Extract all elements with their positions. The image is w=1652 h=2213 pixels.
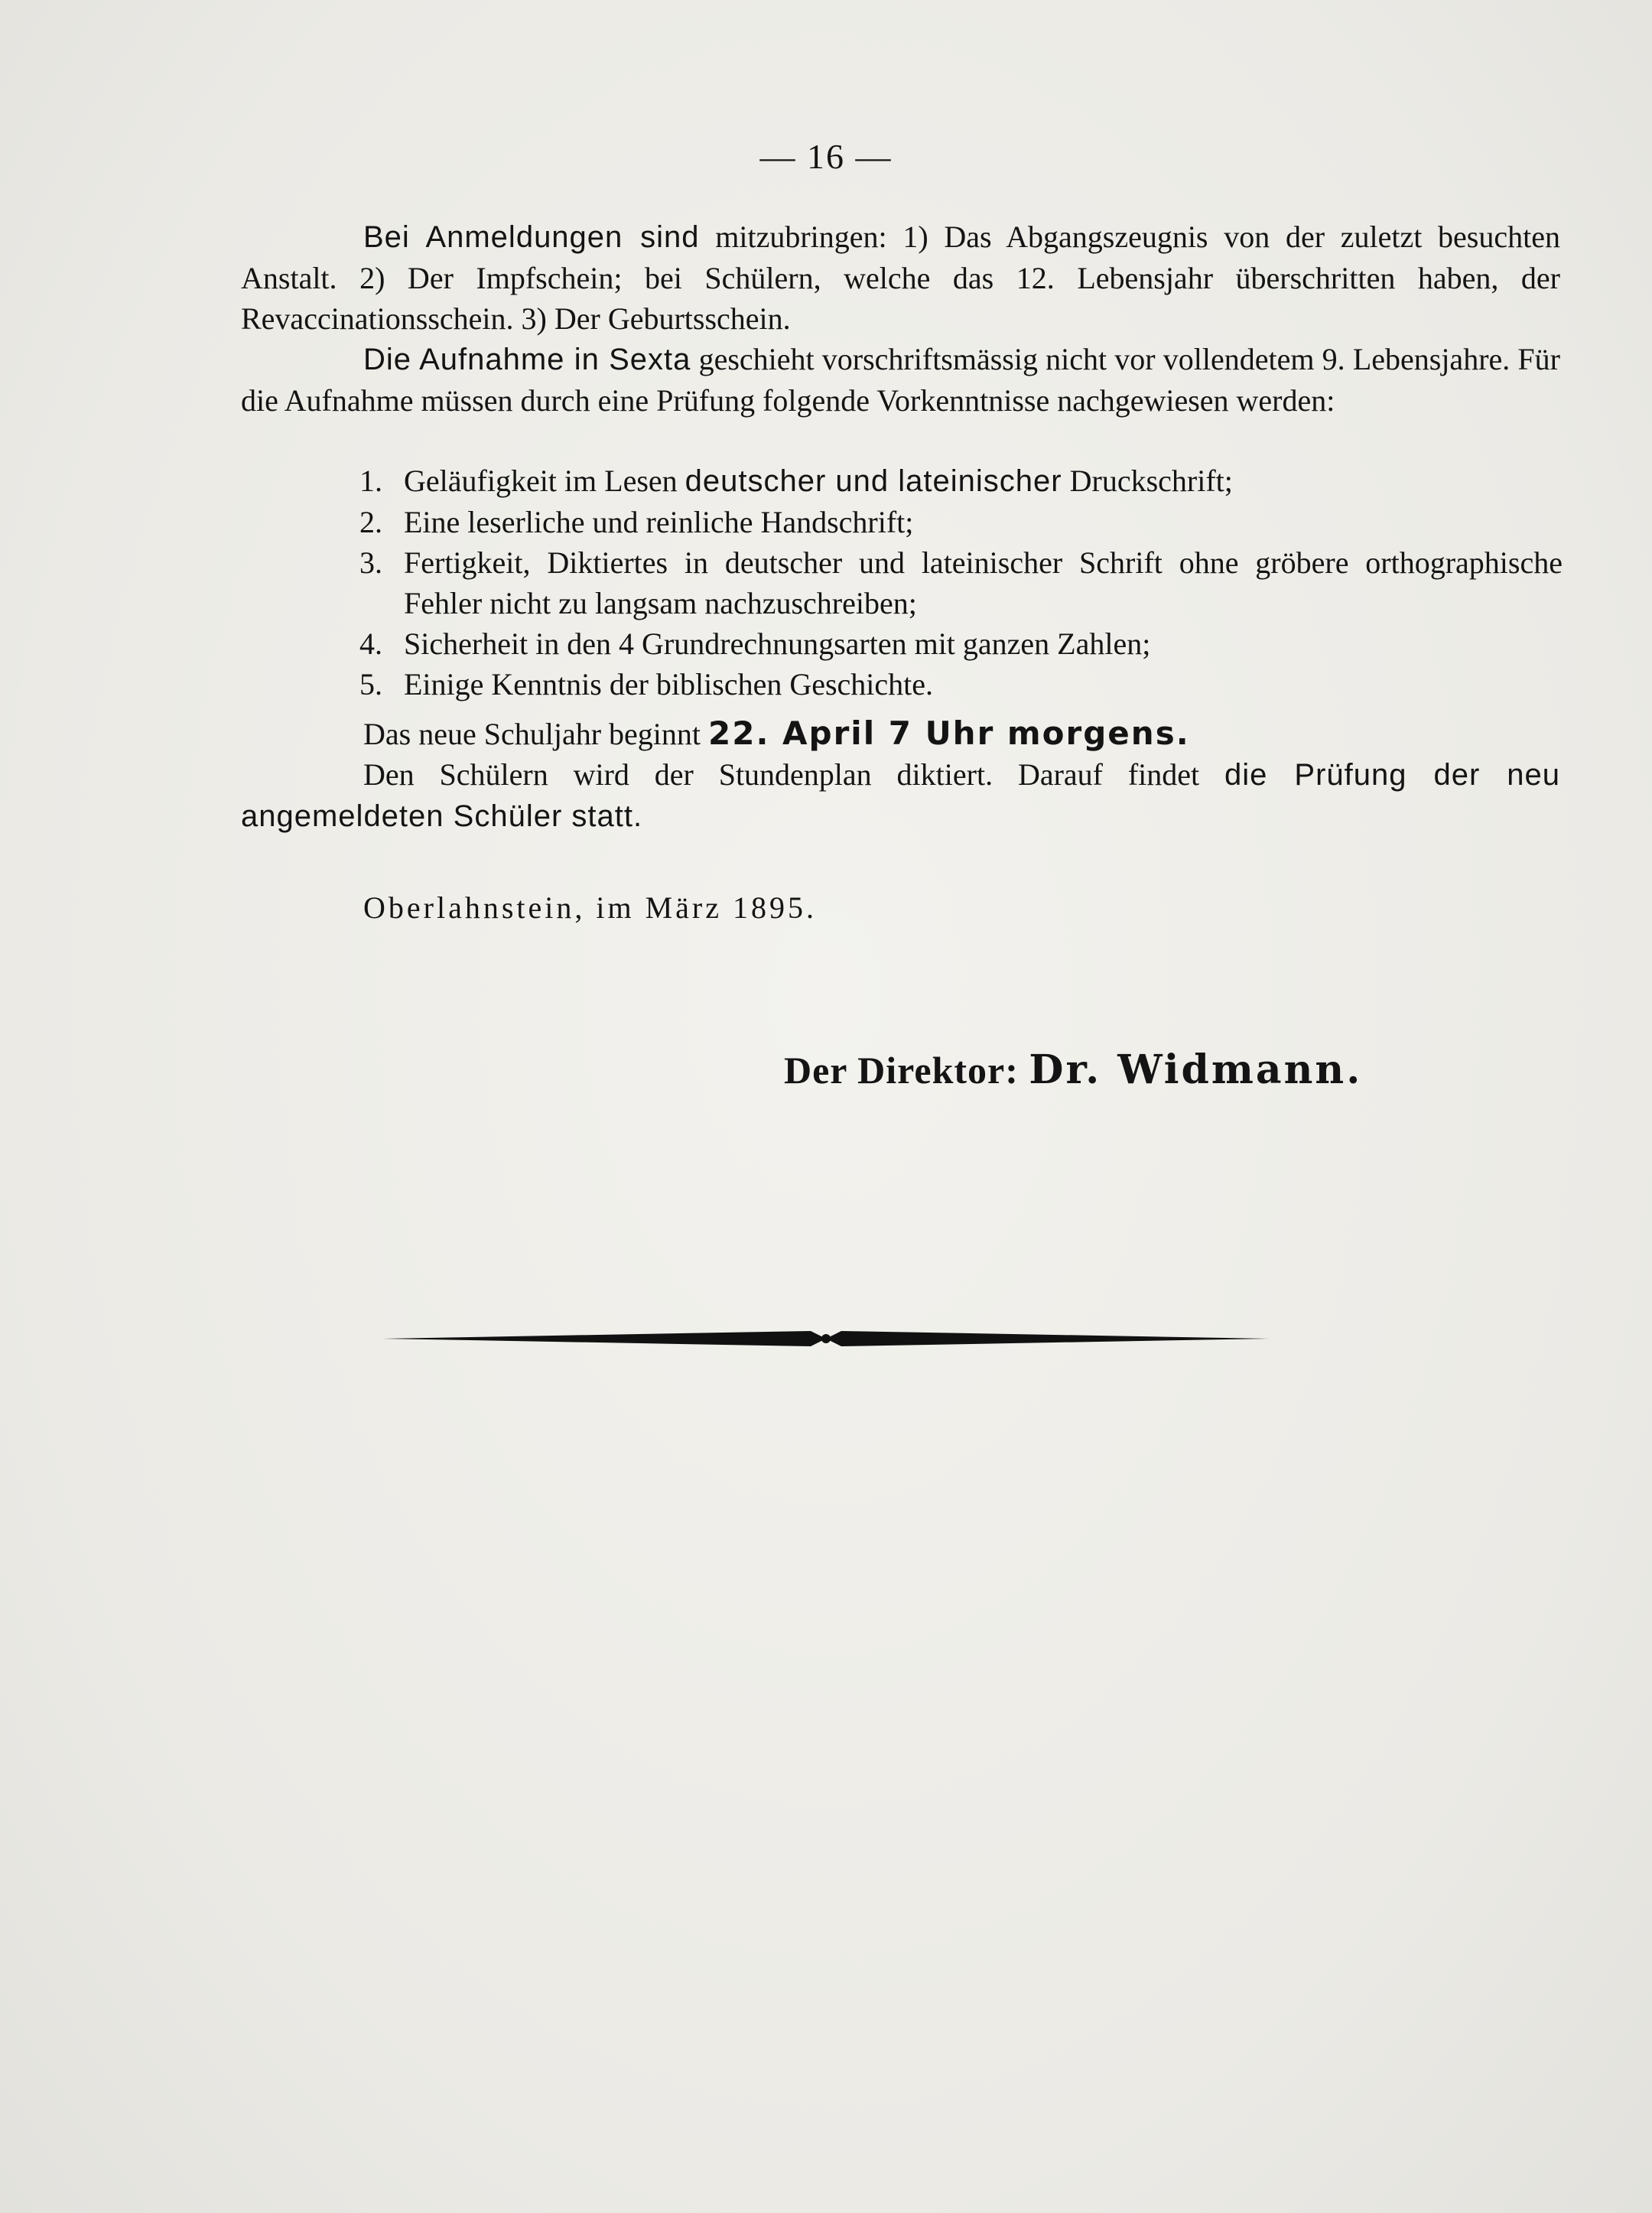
paragraph-school-year: Das neue Schuljahr beginnt 22. April 7 Uhr morgens.	[363, 714, 1190, 752]
list-item: 5. Einige Kenntnis der biblischen Geschichte.	[359, 667, 934, 701]
schedule-section	[241, 713, 1560, 837]
ornamental-divider	[382, 1327, 1270, 1350]
paragraph-admission: Die Aufnahme in Sexta geschieht vorschriftsmässig nicht vor vollendetem 9. Lebensjahre. Für die Aufnahme müssen durch eine Prüfung folgende Vorkenntnisse nachgewiesen werden:	[241, 342, 1560, 418]
page-number: — 16 —	[759, 137, 893, 176]
intro-section	[241, 216, 1560, 421]
paragraph-registration: Bei Anmeldungen sind mitzubringen: 1) Das Abgangszeugnis von der zuletzt besuchten Anstalt. 2) Der Impfschein; bei Schülern, welche das 12. Lebensjahr überschritten haben, der Revaccinationsschein. 3) Der Geburtsschein.	[241, 220, 1560, 336]
list-item: 2. Eine leserliche und reinliche Handschrift;	[359, 505, 914, 539]
start-date: 22. April 7 Uhr morgens.	[708, 714, 1190, 752]
requirements-list	[359, 460, 1563, 705]
signature-name: Dr. Widmann.	[1029, 1046, 1363, 1093]
list-item: 3. Fertigkeit, Diktiertes in deutscher und lateinischer Schrift ohne gröbere orthographische Fehler nicht zu langsam nachzuschreiben;	[359, 545, 1563, 620]
signature-title: Der Direktor:	[784, 1049, 1019, 1092]
paragraph-exam: Den Schülern wird der Stundenplan diktiert. Darauf findet die Prüfung der neu angemeldeten Schüler statt.	[241, 757, 1561, 833]
list-item: 4. Sicherheit in den 4 Grundrechnungsarten mit ganzen Zahlen;	[359, 626, 1151, 661]
list-item: 1. Geläufigkeit im Lesen deutscher und lateinischer Druckschrift;	[359, 464, 1233, 498]
place-date: Oberlahnstein, im März 1895.	[363, 890, 817, 925]
signature	[784, 1046, 1362, 1093]
